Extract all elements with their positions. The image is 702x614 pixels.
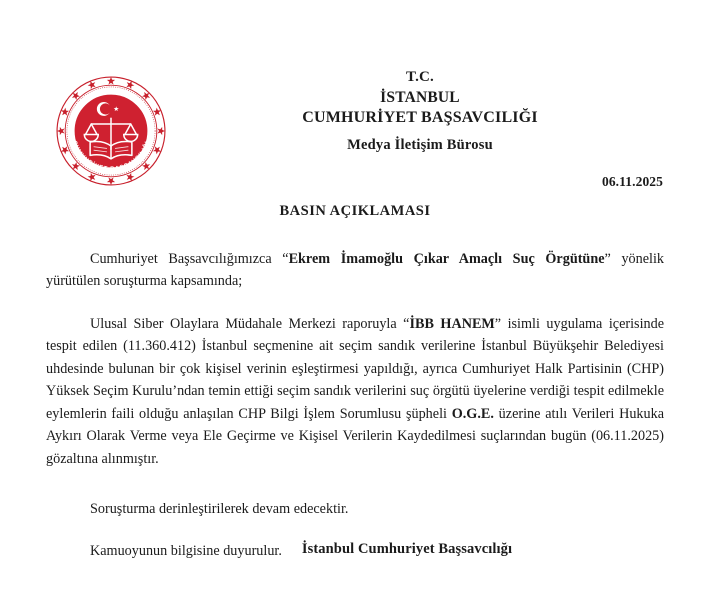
- paragraph-4: Kamuoyunun bilgisine duyurulur.: [90, 543, 282, 560]
- paragraph-2-text-b: ” isimli uygulama içerisinde tespit edilen (11.360.412) İstanbul seçmenine ait seçim sandık verilerine İstanbul Büyükşehir Belediyesi uhdesinde bulunan bir çok kişisel verinin eşleştirmesi yapıldığı, ayrıca Cumhuriyet Halk Partisinin (CHP) Yüksek Seçim Kurulu’ndan temin ettiği seçim sandık verilerini suç örgütü üyelerine verdiği tespit edilmekle eylemlerin faili olduğu anlaşılan CHP Bilgi İşlem Sorumlusu şüpheli: [46, 315, 665, 422]
- spacer: [46, 484, 664, 498]
- signature-line: İstanbul Cumhuriyet Başsavcılığı: [301, 541, 513, 557]
- document-body: [46, 248, 664, 563]
- paragraph-1-text-a: Cumhuriyet Başsavcılığımızca “: [90, 251, 289, 267]
- paragraph-3: Soruşturma derinleştirilerek devam edecektir.: [90, 500, 349, 517]
- letterhead-line-office: CUMHURİYET BAŞSAVCILIĞI: [302, 108, 538, 126]
- official-seal-emblem: [53, 73, 169, 189]
- document-title: BASIN AÇIKLAMASI: [279, 203, 431, 219]
- letterhead-line-tc: T.C.: [405, 69, 435, 85]
- paragraph-2-emphasis-suspect: O.G.E.: [451, 405, 494, 422]
- letterhead: [180, 68, 660, 155]
- paragraph-2: [46, 313, 664, 470]
- paragraph-1: [46, 248, 664, 293]
- paragraph-2-text-c: üzerine atılı Verileri Hukuka Aykırı Olarak Verme veya Ele Geçirme ve Kişisel Verilerin Kaydedilmesi suçlarından bugün (06.11.2025) gözaltına alınmıştır.: [46, 405, 664, 467]
- paragraph-1-emphasis: Ekrem İmamoğlu Çıkar Amaçlı Suç Örgütüne: [288, 251, 605, 267]
- paragraph-2-text-a: Ulusal Siber Olaylara Müdahale Merkezi raporuyla “: [90, 315, 410, 332]
- letterhead-line-istanbul: İSTANBUL: [380, 88, 460, 106]
- paragraph-2-emphasis-app: İBB HANEM: [409, 315, 495, 332]
- document-date: 06.11.2025: [601, 174, 663, 189]
- svg-text:T.C.: T.C.: [103, 87, 119, 96]
- svg-text:CUMHURİYET BAŞSAVCILIĞI: CUMHURİYET BAŞSAVCILIĞI: [70, 140, 151, 173]
- letterhead-line-bureau: Medya İletişim Bürosu: [347, 137, 493, 154]
- paragraph-1-text-b: ” yönelik yürütülen soruşturma kapsamında;: [46, 251, 665, 290]
